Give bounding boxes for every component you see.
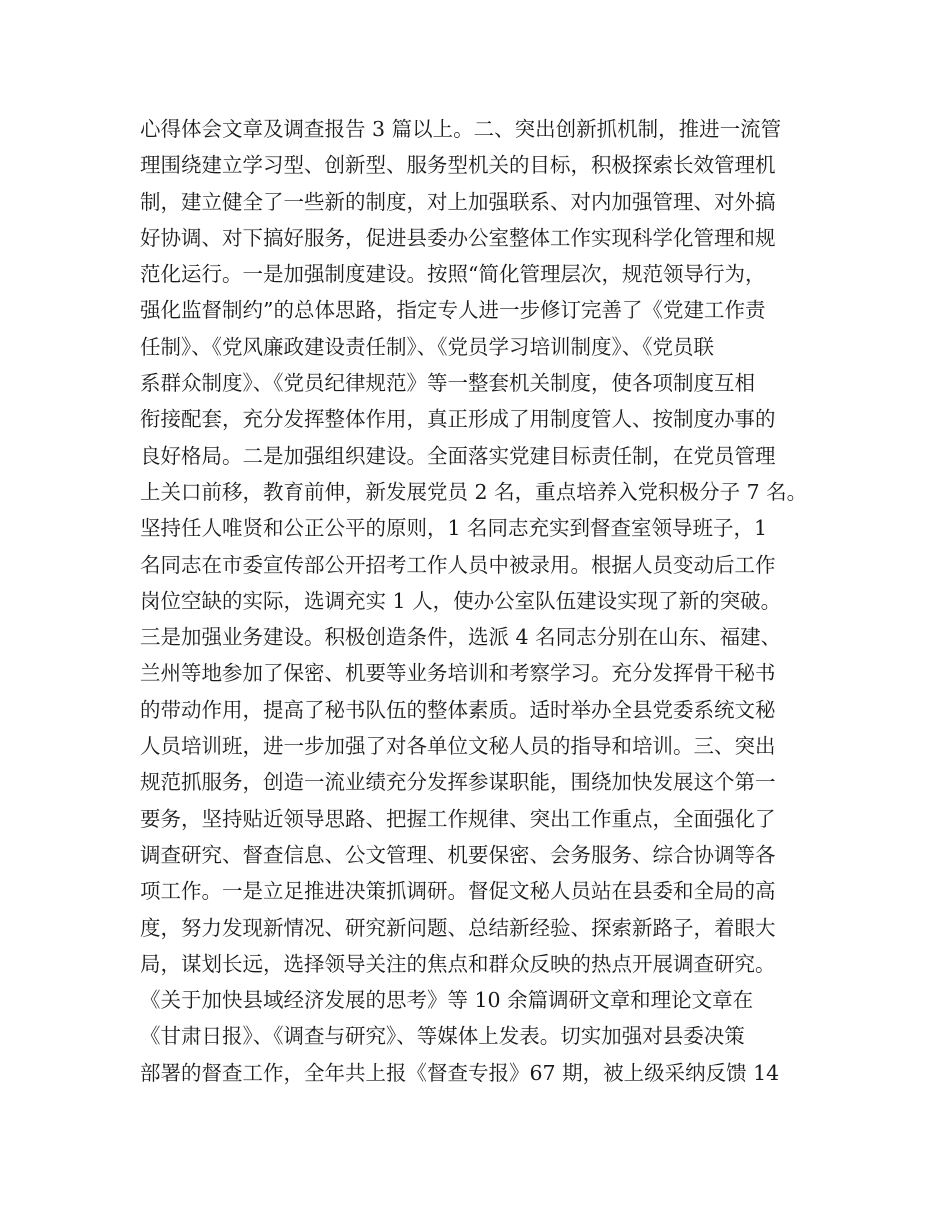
text-line-10: 良好格局。二是加强组织建设。全面落实党建目标责任制，在党员管理 <box>140 443 776 468</box>
text-line-25: 《关于加快县域经济发展的思考》等 10 余篇调研文章和理论文章在 <box>140 988 754 1013</box>
text-line-22: 项工作。一是立足推进决策抓调研。督促文秘人员站在县委和全局的高 <box>140 879 776 904</box>
text-line-26: 《甘肃日报》、《调查与研究》、等媒体上发表。切实加强对县委决策 <box>140 1024 745 1049</box>
text-line-20: 要务，坚持贴近领导思路、把握工作规律、突出工作重点，全面强化了 <box>140 806 776 831</box>
text-line-1: 心得体会文章及调查报告 3 篇以上。二、突出创新抓机制，推进一流管 <box>140 117 782 141</box>
text-line-4: 好协调、对下搞好服务，促进县委办公室整体工作实现科学化管理和规 <box>140 225 776 250</box>
text-line-13: 名同志在市委宣传部公开招考工作人员中被录用。根据人员变动后工作 <box>140 552 776 577</box>
text-line-7: 任制》、《党风廉政建设责任制》、《党员学习培训制度》、《党员联 <box>140 334 714 359</box>
text-line-18: 人员培训班，进一步加强了对各单位文秘人员的指导和培训。三、突出 <box>140 734 776 759</box>
text-line-5: 范化运行。一是加强制度建设。按照“简化管理层次，规范领导行为， <box>140 262 766 287</box>
text-line-21: 调查研究、督查信息、公文管理、机要保密、会务服务、综合协调等各 <box>140 842 776 867</box>
text-line-14: 岗位空缺的实际，选调充实 1 人，使办公室队伍建设实现了新的突破。 <box>140 588 782 613</box>
text-line-3: 制，建立健全了一些新的制度，对上加强联系、对内加强管理、对外搞 <box>140 189 776 214</box>
text-line-8: 系群众制度》、《党员纪律规范》等一整套机关制度，使各项制度互相 <box>140 371 755 396</box>
text-line-23: 度，努力发现新情况、研究新问题、总结新经验、探索新路子，着眼大 <box>140 915 776 940</box>
text-line-2: 理围绕建立学习型、创新型、服务型机关的目标，积极探索长效管理机 <box>140 153 776 178</box>
body-text <box>140 111 820 1091</box>
text-line-27: 部署的督查工作，全年共上报《督查专报》67 期，被上级采纳反馈 14 <box>140 1060 780 1085</box>
text-line-17: 的带动作用，提高了秘书队伍的整体素质。适时举办全县党委系统文秘 <box>140 697 776 722</box>
text-line-9: 衔接配套，充分发挥整体作用，真正形成了用制度管人、按制度办事的 <box>140 407 776 432</box>
text-line-16: 兰州等地参加了保密、机要等业务培训和考察学习。充分发挥骨干秘书 <box>140 661 776 686</box>
text-line-12: 坚持任人唯贤和公正公平的原则，1 名同志充实到督查室领导班子，1 <box>140 516 768 541</box>
text-line-24: 局，谋划长远，选择领导关注的焦点和群众反映的热点开展调查研究。 <box>140 951 776 976</box>
text-line-6: 强化监督制约”的总体思路，指定专人进一步修订完善了《党建工作责 <box>140 298 766 323</box>
text-line-15: 三是加强业务建设。积极创造条件，选派 4 名同志分别在山东、福建、 <box>140 625 782 650</box>
text-line-11: 上关口前移，教育前伸，新发展党员 2 名，重点培养入党积极分子 7 名。 <box>140 479 808 504</box>
text-line-19: 规范抓服务，创造一流业绩充分发挥参谋职能，围绕加快发展这个第一 <box>140 770 776 795</box>
